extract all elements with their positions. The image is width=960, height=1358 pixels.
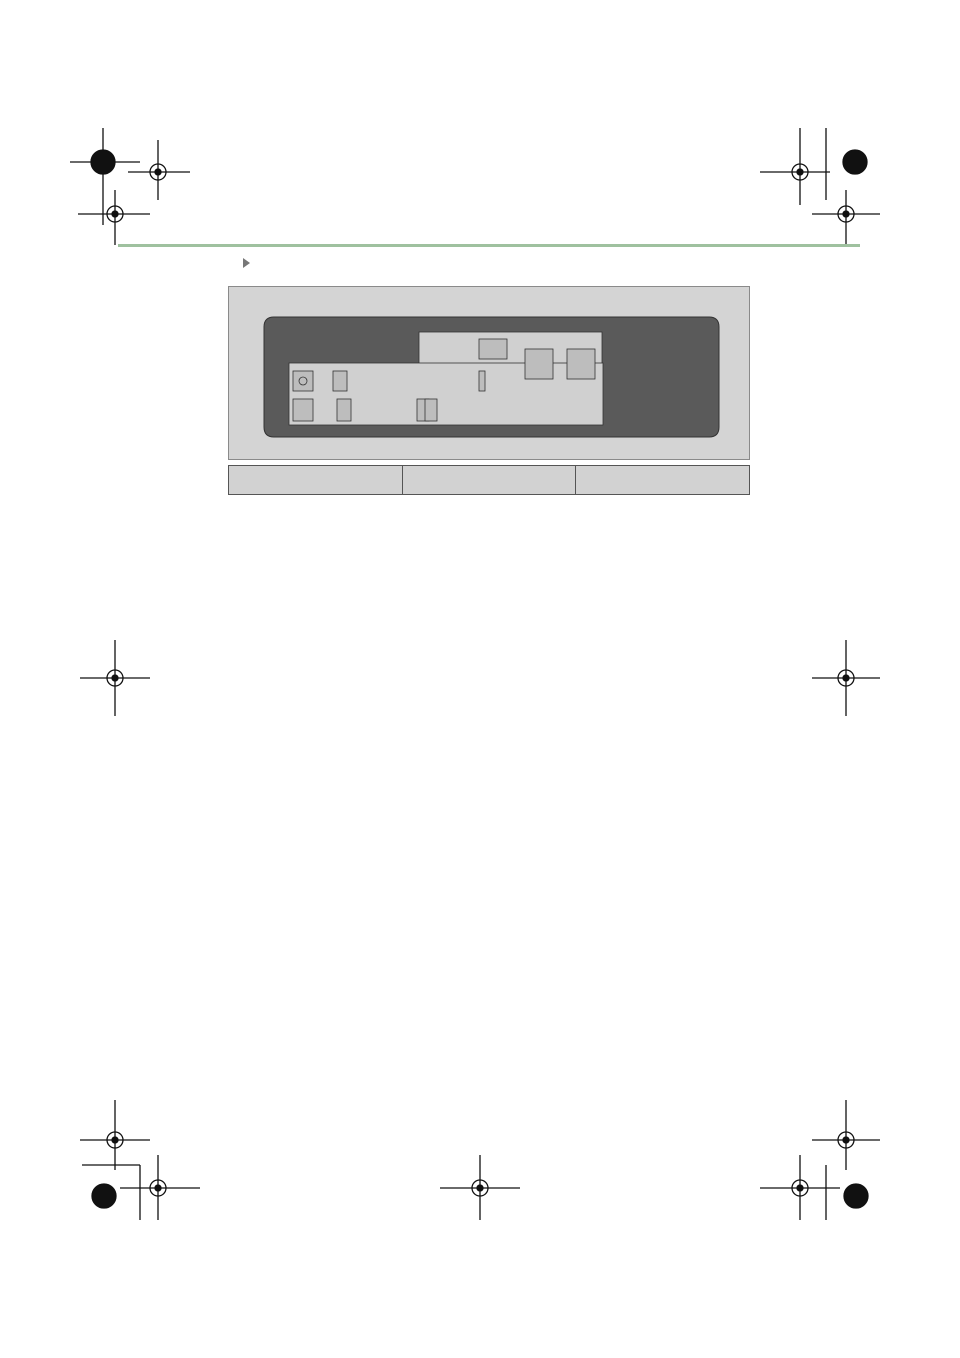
crosshair-icon bbox=[760, 128, 830, 205]
crosshair-icon bbox=[120, 1155, 200, 1220]
fuse-box-figure bbox=[228, 286, 750, 460]
triangle-bullet-icon bbox=[243, 258, 250, 268]
crosshair-icon bbox=[440, 1155, 520, 1220]
crosshair-icon bbox=[812, 640, 880, 716]
col-header-fuse bbox=[229, 466, 403, 495]
table-header-row bbox=[229, 466, 750, 495]
crosshair-icon bbox=[760, 1155, 840, 1220]
header-divider bbox=[118, 244, 860, 247]
fuse-box-diagram bbox=[229, 287, 749, 459]
col-header-ampere bbox=[402, 466, 576, 495]
star-mark-icon bbox=[70, 128, 140, 225]
crosshair-icon bbox=[80, 640, 150, 716]
crosshair-icon bbox=[80, 1100, 150, 1170]
subheading bbox=[243, 257, 258, 273]
crosshair-icon bbox=[128, 140, 190, 200]
fuse-table bbox=[228, 465, 750, 495]
col-header-circuit bbox=[576, 466, 750, 495]
crosshair-icon bbox=[812, 1100, 880, 1170]
crosshair-icon bbox=[812, 190, 880, 245]
crosshair-icon bbox=[78, 190, 150, 245]
